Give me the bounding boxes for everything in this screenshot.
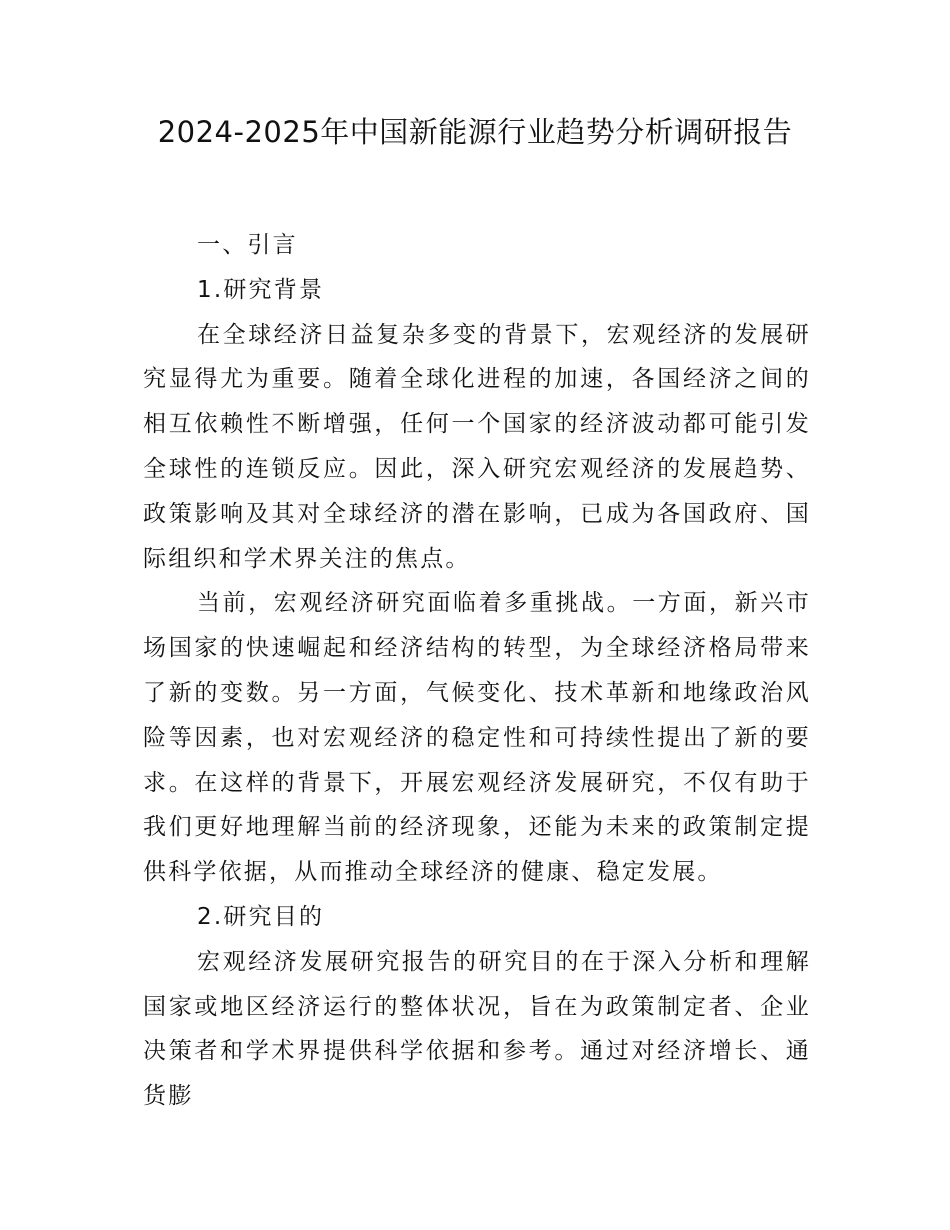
document-title: 2024-2025年中国新能源行业趋势分析调研报告 — [157, 115, 793, 149]
paragraph-background-1: 在全球经济日益复杂多变的背景下，宏观经济的发展研究显得尤为重要。随着全球化进程的加速，各国经济之间的相互依赖性不断增强，任何一个国家的经济波动都可能引发全球性的连锁反应。因此，深入研究宏观经济的发展趋势、政策影响及其对全球经济的潜在影响，已成为各国政府、国际组织和学术界关注的焦点。 — [143, 321, 811, 572]
subsection-heading-research-purpose: 2.研究目的 — [197, 903, 325, 930]
section-heading-introduction: 一、引言 — [197, 232, 298, 258]
document-body — [143, 223, 811, 1119]
subsection-heading-research-background: 1.研究背景 — [197, 276, 325, 303]
paragraph-purpose-1: 宏观经济发展研究报告的研究目的在于深入分析和理解国家或地区经济运行的整体状况，旨在为政策制定者、企业决策者和学术界提供科学依据和参考。通过对经济增长、通货膨 — [143, 948, 811, 1110]
paragraph-background-2: 当前，宏观经济研究面临着多重挑战。一方面，新兴市场国家的快速崛起和经济结构的转型，为全球经济格局带来了新的变数。另一方面，气候变化、技术革新和地缘政治风险等因素，也对宏观经济的稳定性和可持续性提出了新的要求。在这样的背景下，开展宏观经济发展研究，不仅有助于我们更好地理解当前的经济现象，还能为未来的政策制定提供科学依据，从而推动全球经济的健康、稳定发展。 — [143, 590, 811, 886]
